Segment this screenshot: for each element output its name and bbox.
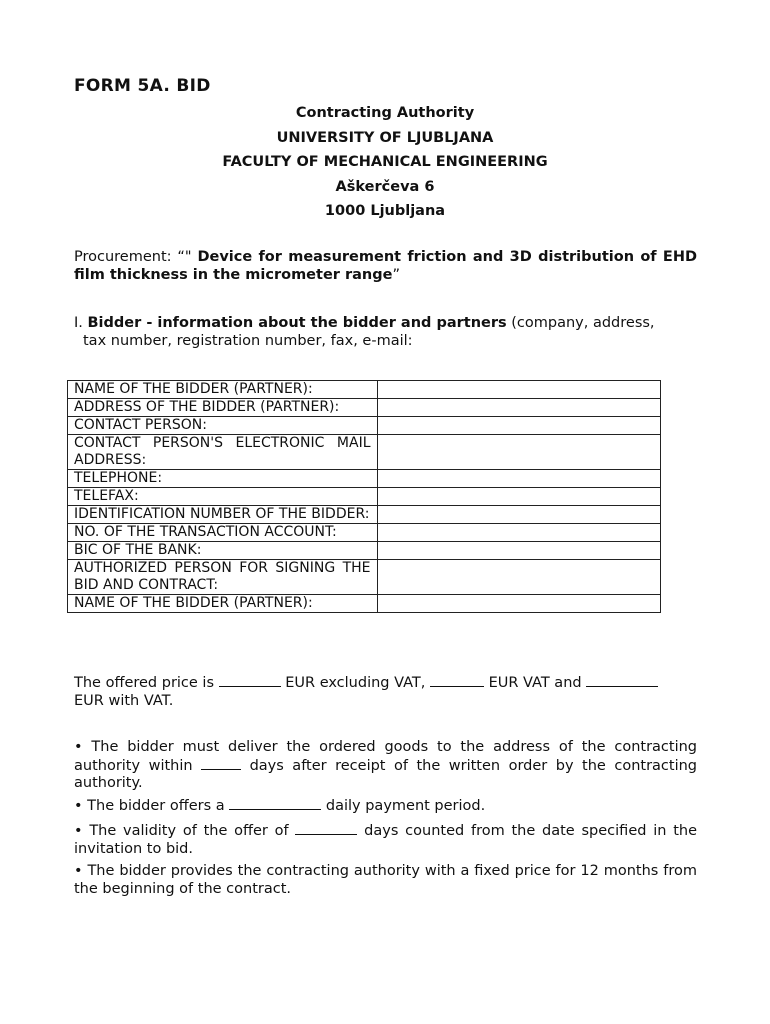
price-text-2: EUR excluding VAT,: [280, 675, 430, 691]
payment-period-field[interactable]: [229, 797, 321, 810]
validity-bullet: [74, 822, 697, 858]
field-value-cell[interactable]: [377, 560, 660, 595]
street-address: Aškerčeva 6: [335, 178, 435, 195]
bidder-section-heading: [74, 314, 697, 350]
procurement-suffix: ”: [392, 267, 400, 283]
bidder-info-table: [67, 380, 661, 613]
university-name: UNIVERSITY OF LJUBLJANA: [276, 129, 494, 146]
field-value-cell[interactable]: [377, 524, 660, 542]
postal-city: 1000 Ljubljana: [324, 203, 446, 219]
procurement-prefix: Procurement: “": [74, 249, 198, 265]
table-row: [68, 399, 661, 417]
field-label: ADDRESS OF THE BIDDER (PARTNER):: [68, 399, 378, 417]
delivery-text-2: days after receipt of the written order by the contracting authority.: [74, 757, 697, 791]
field-value-cell[interactable]: [377, 435, 660, 470]
section-heading: Bidder - information about the bidder and partners: [87, 315, 507, 331]
price-excl-vat-field[interactable]: [219, 674, 281, 687]
section-numeral: I.: [74, 315, 88, 331]
procurement-subject: Device for measurement friction and 3D distribution of EHD film thickness in the micrometer range: [74, 249, 697, 283]
field-label: IDENTIFICATION NUMBER OF THE BIDDER:: [68, 506, 378, 524]
section-detail-2: tax number, registration number, fax, e-mail:: [83, 333, 413, 349]
contracting-authority-block: [0, 101, 770, 224]
field-label: BIC OF THE BANK:: [68, 542, 378, 560]
table-row: [68, 381, 661, 399]
offered-price-paragraph: [74, 674, 697, 710]
table-row: [68, 506, 661, 524]
payment-bullet: [74, 797, 697, 816]
table-row: [68, 488, 661, 506]
fixed-price-bullet: • The bidder provides the contracting authority with a fixed price for 12 months from the beginning of the contract.: [74, 863, 697, 897]
price-incl-vat-field[interactable]: [586, 674, 658, 687]
field-label: CONTACT PERSON'S ELECTRONIC MAIL ADDRESS:: [68, 435, 378, 470]
table-row: [68, 542, 661, 560]
field-label: CONTACT PERSON:: [68, 417, 378, 435]
field-value-cell[interactable]: [377, 417, 660, 435]
vat-amount-field[interactable]: [430, 674, 484, 687]
delivery-text-1: • The bidder must deliver the ordered goods to the address of the contracting authority within: [74, 739, 697, 774]
table-row: [68, 524, 661, 542]
field-label: TELEFAX:: [68, 488, 378, 506]
field-value-cell[interactable]: [377, 506, 660, 524]
field-label: NO. OF THE TRANSACTION ACCOUNT:: [68, 524, 378, 542]
field-value-cell[interactable]: [377, 595, 660, 613]
delivery-bullet: [74, 739, 697, 793]
field-value-cell[interactable]: [377, 488, 660, 506]
table-row: [68, 560, 661, 595]
table-row: [68, 417, 661, 435]
field-value-cell[interactable]: [377, 399, 660, 417]
validity-text-1: • The validity of the offer of: [74, 823, 296, 839]
field-label: NAME OF THE BIDDER (PARTNER):: [68, 381, 378, 399]
payment-text-2: daily payment period.: [321, 798, 486, 814]
price-text-3: EUR VAT and: [483, 675, 587, 691]
faculty-name: FACULTY OF MECHANICAL ENGINEERING: [222, 154, 548, 170]
payment-text-1: • The bidder offers a: [74, 798, 230, 814]
price-text-1: The offered price is: [74, 675, 219, 691]
field-value-cell[interactable]: [377, 381, 660, 399]
delivery-days-field[interactable]: [201, 757, 241, 770]
table-row: [68, 470, 661, 488]
price-text-4: EUR with VAT.: [74, 692, 174, 709]
table-row: [68, 435, 661, 470]
field-label: TELEPHONE:: [68, 470, 378, 488]
authority-label: Contracting Authority: [295, 105, 475, 121]
form-title: FORM 5A. BID: [74, 76, 211, 96]
section-detail-1: (company, address,: [506, 315, 655, 331]
table-row: [68, 595, 661, 613]
field-label: AUTHORIZED PERSON FOR SIGNING THE BID AND CONTRACT:: [68, 560, 378, 595]
validity-days-field[interactable]: [295, 822, 357, 835]
validity-text-2: days counted from the date specified in the invitation to bid.: [74, 823, 697, 857]
procurement-paragraph: [74, 248, 697, 284]
field-value-cell[interactable]: [377, 542, 660, 560]
field-value-cell[interactable]: [377, 470, 660, 488]
field-label: NAME OF THE BIDDER (PARTNER):: [68, 595, 378, 613]
